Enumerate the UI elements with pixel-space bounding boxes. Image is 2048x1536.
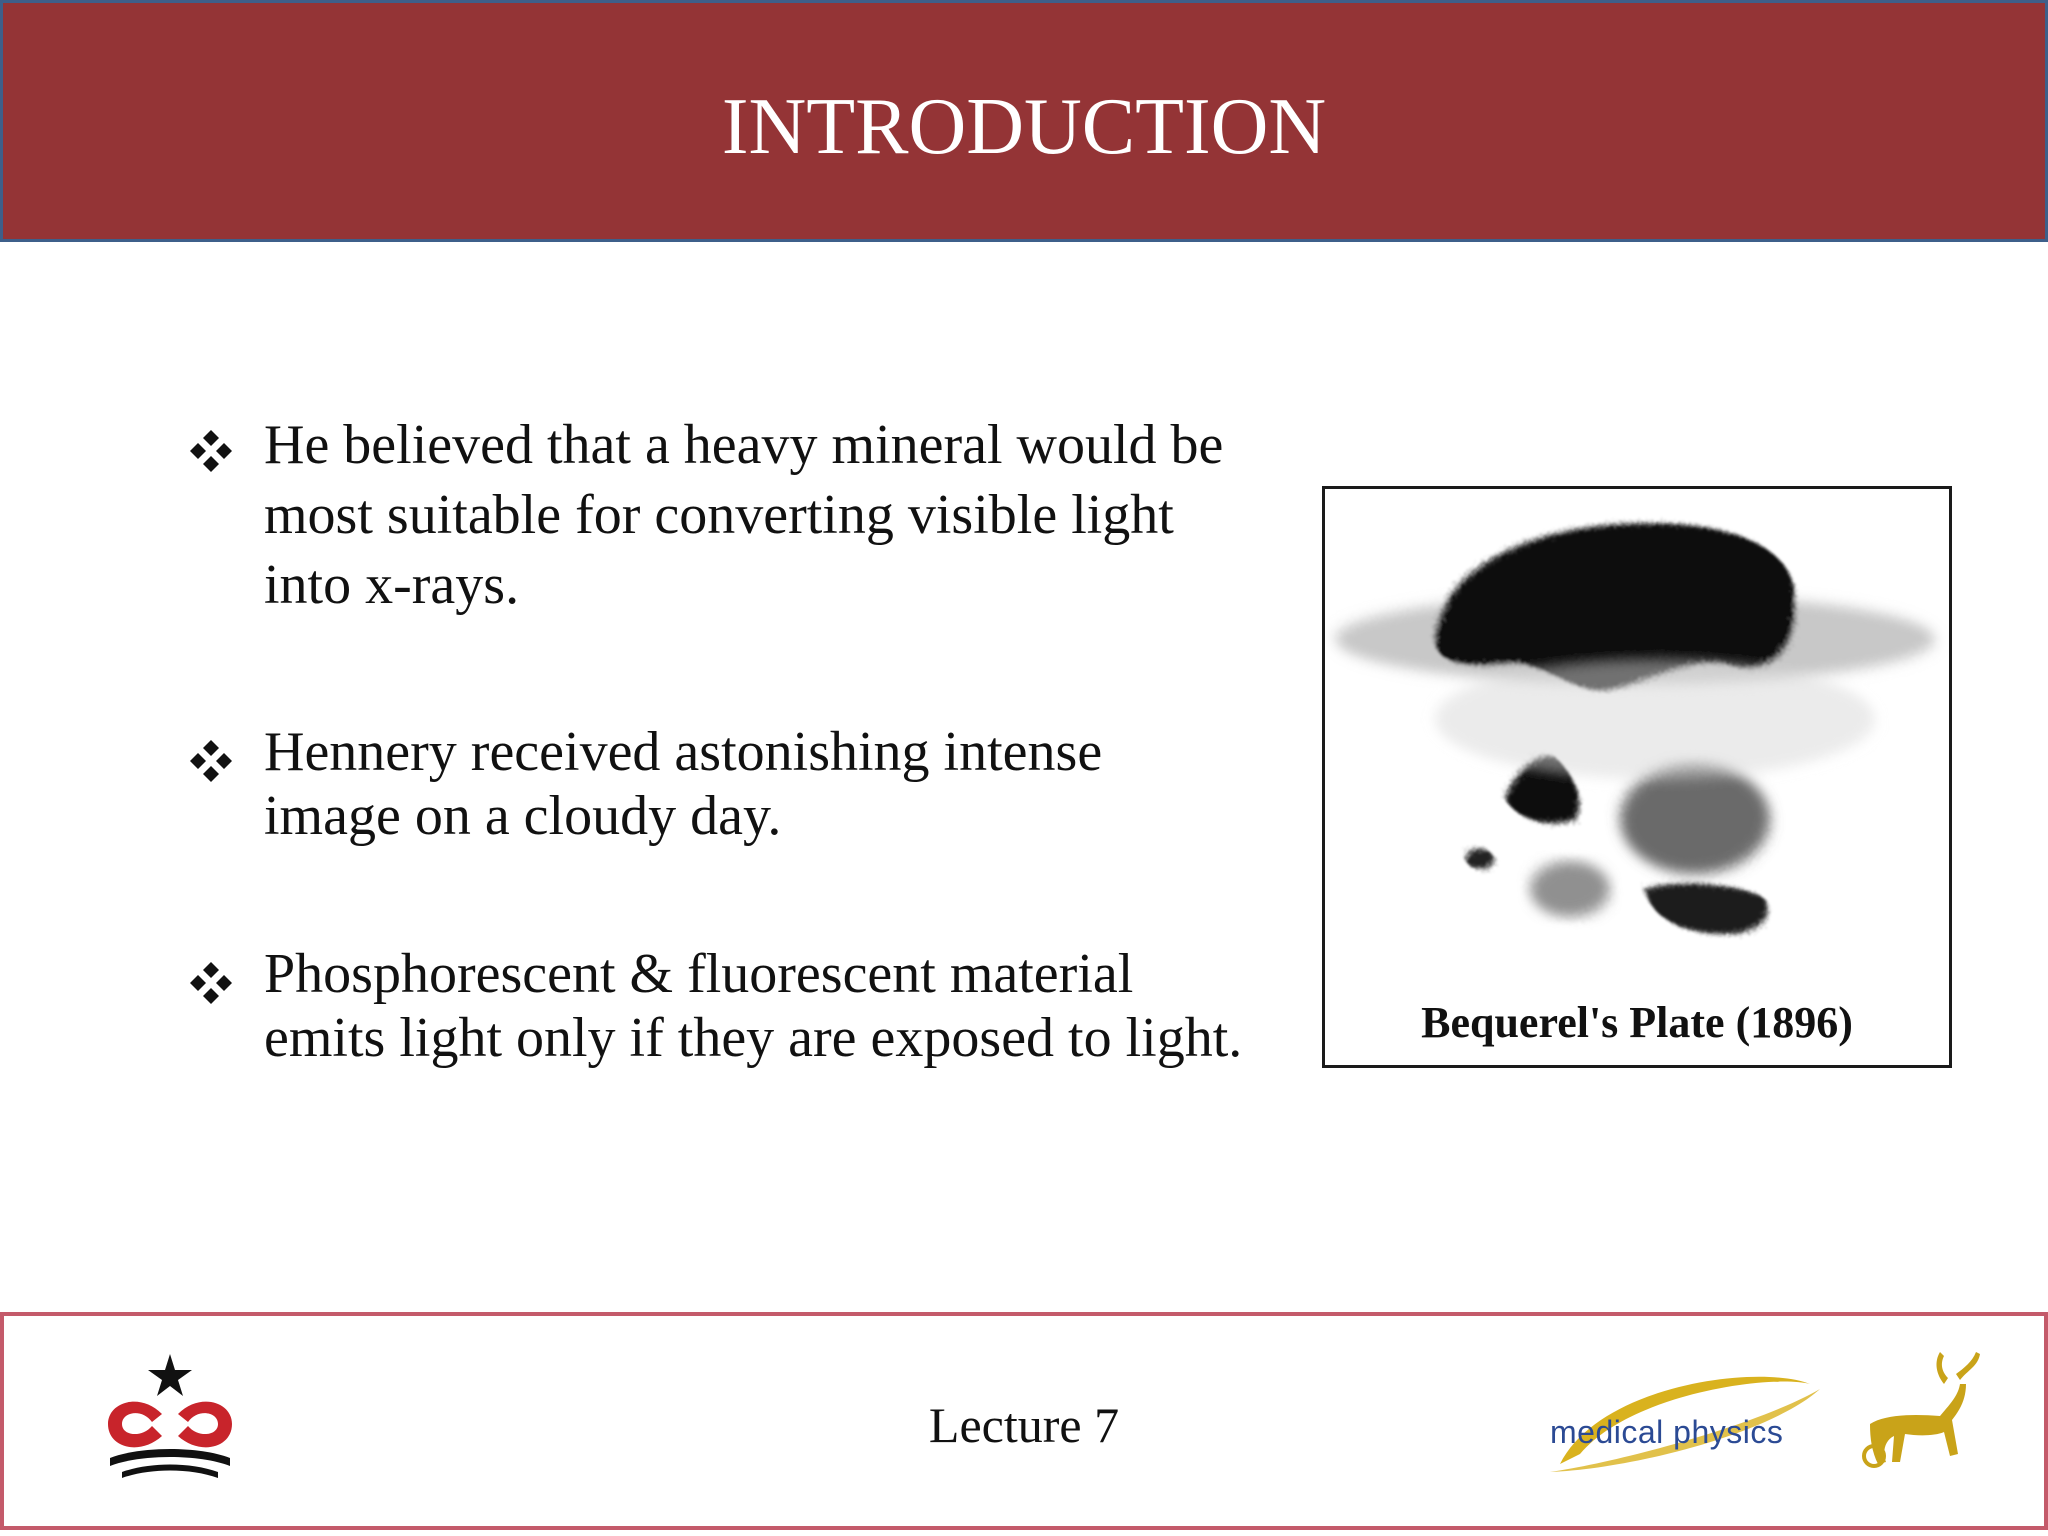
slide-footer (0, 1312, 2048, 1530)
becquerel-plate-figure (1322, 486, 1952, 1068)
bullet-text: Phosphorescent & fluorescent material emits light only if they are exposed to light. (264, 943, 1243, 1069)
medical-physics-logo-text: medical physics (1550, 1414, 1784, 1450)
slide-title: INTRODUCTION (721, 83, 1327, 171)
slide-header (0, 0, 2048, 242)
bullet-text: Hennery received astonishing intense image on a cloudy day. (264, 721, 1103, 847)
four-diamond-bullet-icon (188, 738, 234, 784)
figure-caption: Bequerel's Plate (1896) (1421, 998, 1853, 1047)
bullet-text: He believed that a heavy mineral would be most suitable for converting visible light into x-rays. (264, 414, 1224, 616)
lecture-label: Lecture 7 (928, 1397, 1120, 1453)
four-diamond-bullet-icon (188, 428, 234, 474)
four-diamond-bullet-icon (188, 960, 234, 1006)
photographic-plate-image (1325, 489, 1952, 989)
